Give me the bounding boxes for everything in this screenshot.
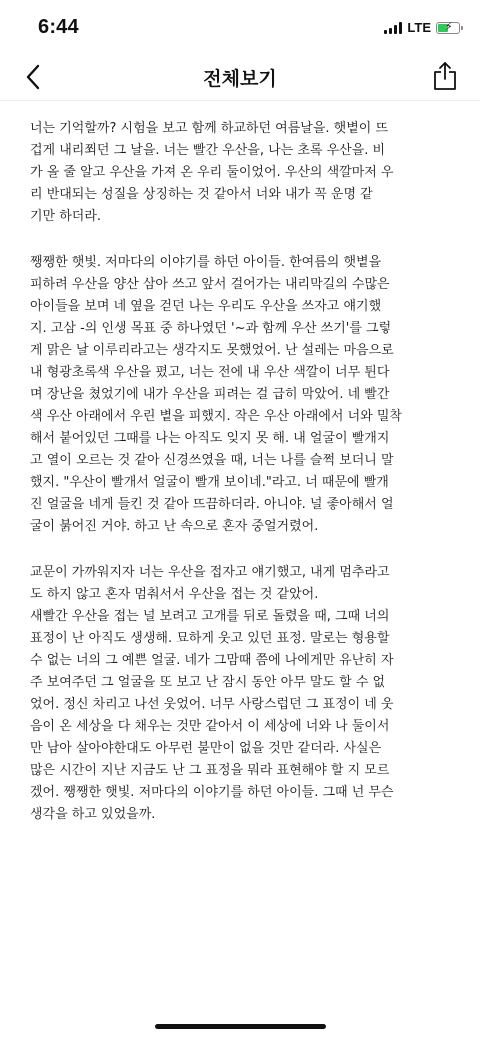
status-time: 6:44	[38, 16, 79, 38]
share-button[interactable]	[430, 60, 460, 92]
battery-charging-icon	[436, 19, 460, 34]
article-paragraph-3: 교문이 가까워지자 너는 우산을 접자고 얘기했고, 내게 멈추라고 도 하지 않고 혼자 멈춰서서 우산을 접는 것 같았어. 새빨간 우산을 접는 널 보려고 고개를 뒤로 돌렸을 때, 그때 너의 표정이 난 아직도 생생해. 묘하게 웃고 있던 표정. 말로는 형용할 수 없는 너의 그 예쁜 얼굴. 네가 그맘때 쯤에 나에게만 유난히 자 주 보여주던 그 얼굴을 또 보고 난 잠시 동안 아무 말도 할 수 없 었어. 정신 차리고 나선 웃었어. 너무 사랑스럽던 그 표정이 네 웃 음이 온 세상을 다 채우는 것만 같아서 이 세상에 너와 나 둘이서 만 남아 살아야한대도 아무런 불만이 없을 것만 같더라. 사실은 많은 시간이 지난 지금도 난 그 표정을 뭐라 표현해야 할 지 모르 겠어. 쨍쨍한 햇빛. 저마다의 이야기를 하던 아이들. 그때 넌 무슨 생각을 하고 있었을까.	[30, 565, 394, 822]
article-paragraph-2: 쨍쨍한 햇빛. 저마다의 이야기를 하던 아이들. 한여름의 햇볕을 피하려 우산을 양산 삼아 쓰고 앞서 걸어가는 내리막길의 수많은 아이들을 보며 네 옆을 걷던 나는 우리도 우산을 쓰자고 얘기했 지. 고삼 -의 인생 목표 중 하나였던 '~과 함께 우산 쓰기'를 그렇 게 맑은 날 이루리라고는 생각지도 못했었어. 난 설레는 마음으로 내 형광초록색 우산을 폈고, 너는 전에 내 우산 색깔이 너무 튄다 며 장난을 쳤었기에 내가 우산을 피려는 걸 급히 막았어. 네 빨간 색 우산 아래에서 우린 볕을 피했지. 작은 우산 아래에서 너와 밀착 해서 붙어있던 그때를 나는 아직도 잊지 못 해. 내 얼굴이 빨개지 고 열이 오르는 것 같아 신경쓰였을 때, 너는 나를 슬쩍 보더니 말 했지. "우산이 빨개서 얼굴이 빨개 보이네."라고. 너 때문에 빨개 진 얼굴을 네게 들킨 것 같아 뜨끔하더라. 아니야. 널 좋아해서 얼 굴이 붉어진 거야. 하고 난 속으로 혼자 중얼거렸어.	[30, 255, 402, 534]
share-icon	[433, 61, 457, 91]
page-title: 전체보기	[203, 68, 277, 90]
battery-cap	[461, 26, 463, 30]
network-label: LTE	[407, 20, 431, 35]
article-body	[30, 118, 456, 850]
status-bar	[0, 0, 480, 56]
home-indicator[interactable]	[155, 1024, 326, 1029]
signal-icon	[384, 22, 402, 34]
article-paragraph-1: 너는 기억할까? 시험을 보고 함께 하교하던 여름날을. 햇볕이 뜨 겁게 내리쬐던 그 날을. 너는 빨간 우산을, 나는 초록 우산을. 비 가 올 줄 알고 우산을 가져 온 우리 둘이었어. 우산의 색깔마저 우 리 반대되는 성질을 상징하는 것 같아서 너와 내가 꼭 운명 같 기만 하더라.	[30, 121, 394, 224]
charging-bolt-icon: ⚡	[445, 19, 453, 33]
navigation-bar	[0, 56, 480, 101]
status-indicators	[384, 20, 460, 35]
